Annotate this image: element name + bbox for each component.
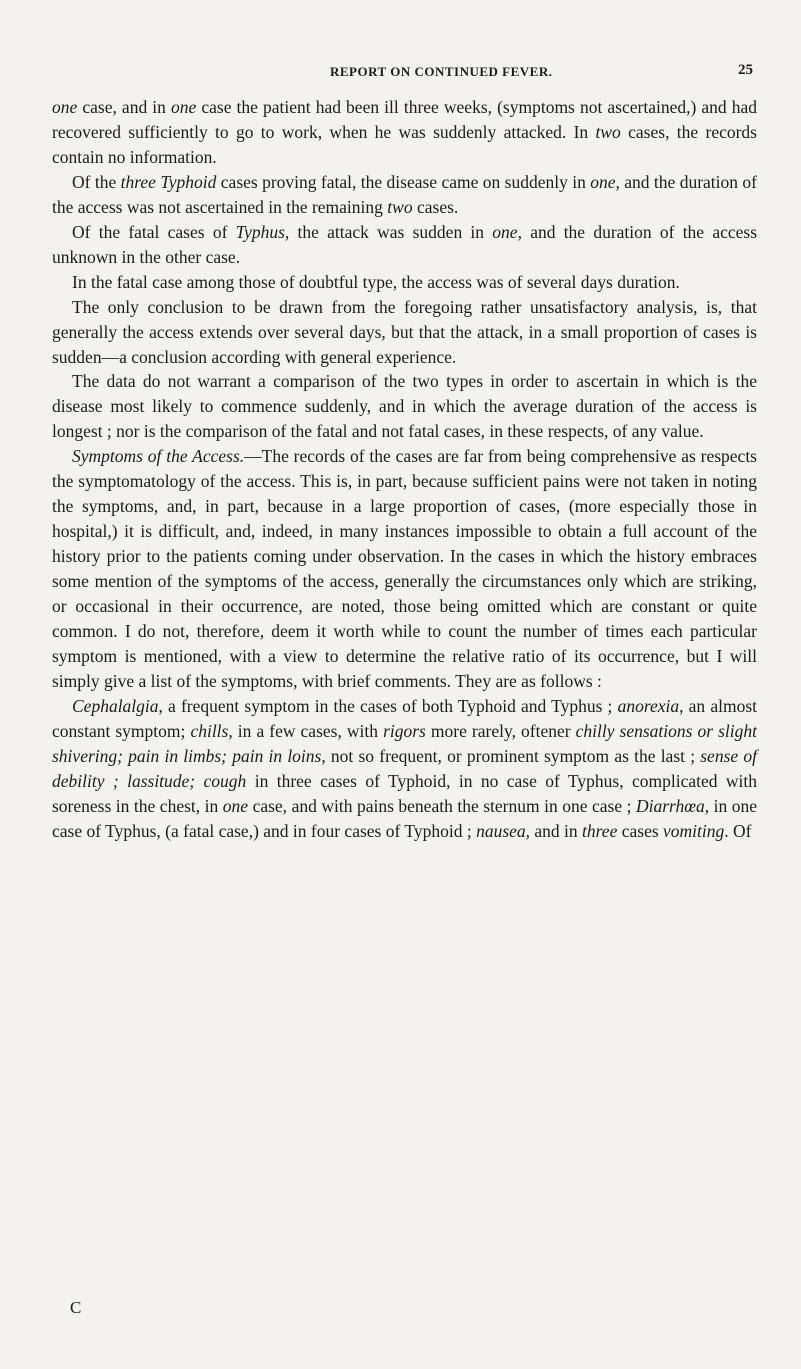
text-run: . Of bbox=[724, 820, 752, 841]
text-run: Of the fatal cases of bbox=[72, 221, 236, 242]
paragraph bbox=[52, 295, 757, 370]
italic-text: one bbox=[170, 97, 197, 117]
text-run: the attack was sudden in bbox=[289, 221, 493, 242]
signature-mark: C bbox=[70, 1298, 82, 1317]
paragraph bbox=[52, 170, 757, 220]
italic-text: Diarrhœa, bbox=[635, 795, 710, 816]
text-run: and the duration of the access was not ascertained in the remaining bbox=[52, 171, 757, 217]
italic-text: one, bbox=[492, 221, 522, 242]
text-run: —The records of the cases are far from being comprehensive as respects the symptomatology of the access. This is, in part, because sufficient pains were not taken in noting the symptoms, and, in part, because in a large proportion of cases, (more especially those in hospital,) it is difficult, and, indeed, in many instances impossible to obtain a full account of the history prior to the patients coming under observation. In the cases in which the history embraces some mention of the symptoms of the access, generally the circumstances only which are striking, or occasional in their occurrence, are noted, those being omitted which are constant or quite common. I do not, therefore, deem it worth while to count the number of times each particular symptom is mentioned, with a view to determine the relative ratio of its occurrence, but I will simply give a list of the symptoms, with brief comments. They are as follows : bbox=[52, 446, 757, 691]
text-run: cases proving fatal, the disease came on suddenly in bbox=[216, 171, 591, 192]
text-run: In the fatal case among those of doubtful type, the access was of several days duration. bbox=[72, 271, 680, 292]
italic-text: one bbox=[222, 795, 249, 816]
paragraph bbox=[52, 444, 757, 694]
text-run: an almost constant symptom; bbox=[52, 695, 757, 741]
italic-text: vomiting bbox=[663, 820, 725, 841]
italic-text: three bbox=[582, 820, 618, 841]
italic-text: chilly sensations or slight shivering; pain in limbs; pain in loins, bbox=[52, 720, 758, 766]
italic-text: anorexia, bbox=[617, 695, 684, 716]
italic-text: Typhus, bbox=[235, 221, 290, 242]
running-title: REPORT ON CONTINUED FEVER. bbox=[330, 64, 553, 79]
text-run: in one case of Typhus, (a fatal case,) and in four cases of Typhoid ; bbox=[52, 795, 757, 841]
italic-text: one bbox=[52, 97, 78, 117]
paragraph bbox=[52, 369, 757, 444]
italic-text: nausea, bbox=[476, 820, 531, 841]
italic-text: sense of debility ; lassitude; cough bbox=[52, 745, 757, 791]
text-run: in a few cases, with bbox=[232, 720, 384, 741]
text-run: cases, the records contain no information. bbox=[52, 121, 757, 167]
text-run: The only conclusion to be drawn from the foregoing rather unsatisfactory analysis, is, that generally the access extends over several days, but that the attack, in a small proportion of cases is sudden—a conclusion according with general experience. bbox=[52, 296, 757, 367]
paragraph bbox=[52, 694, 757, 844]
italic-text: three Typhoid bbox=[120, 171, 217, 192]
text-run: Of the bbox=[72, 171, 121, 192]
text-run: more rarely, oftener bbox=[425, 720, 576, 741]
running-head bbox=[0, 64, 801, 84]
body-text bbox=[52, 95, 757, 844]
text-run: case, and with pains beneath the sternum in one case ; bbox=[248, 795, 636, 816]
text-run: cases. bbox=[412, 196, 459, 217]
italic-text: Cephalalgia, bbox=[72, 695, 163, 716]
italic-text: rigors bbox=[383, 720, 426, 741]
italic-text: chills, bbox=[190, 720, 233, 741]
text-run: case, and in bbox=[77, 97, 171, 117]
italic-text: two bbox=[595, 121, 621, 142]
paragraph bbox=[52, 270, 757, 295]
italic-text: two bbox=[387, 196, 413, 217]
text-run: not so frequent, or prominent symptom as the last ; bbox=[325, 745, 701, 766]
italic-text: Symptoms of the Access. bbox=[72, 446, 245, 467]
text-run: in three cases of Typhoid, in no case of Typhus, complicated with soreness in the chest, in bbox=[52, 770, 757, 816]
text-run: case the patient had been ill three weeks, (symptoms not ascertained,) and had recovered sufficiently to go to work, when he was suddenly attacked. In bbox=[52, 97, 757, 142]
italic-text: one, bbox=[590, 171, 620, 192]
text-run: and in bbox=[530, 820, 583, 841]
text-run: The data do not warrant a comparison of the two types in order to ascertain in which is the disease most likely to commence suddenly, and in which the average duration of the access is longest ; nor is the comparison of the fatal and not fatal cases, in these respects, of any value. bbox=[52, 371, 757, 442]
text-run: cases bbox=[617, 820, 664, 841]
text-run: a frequent symptom in the cases of both Typhoid and Typhus ; bbox=[162, 695, 618, 716]
paragraph bbox=[52, 220, 757, 270]
text-run: and the duration of the access unknown in the other case. bbox=[52, 221, 758, 267]
page-number: 25 bbox=[738, 62, 753, 78]
paragraph bbox=[52, 95, 757, 170]
